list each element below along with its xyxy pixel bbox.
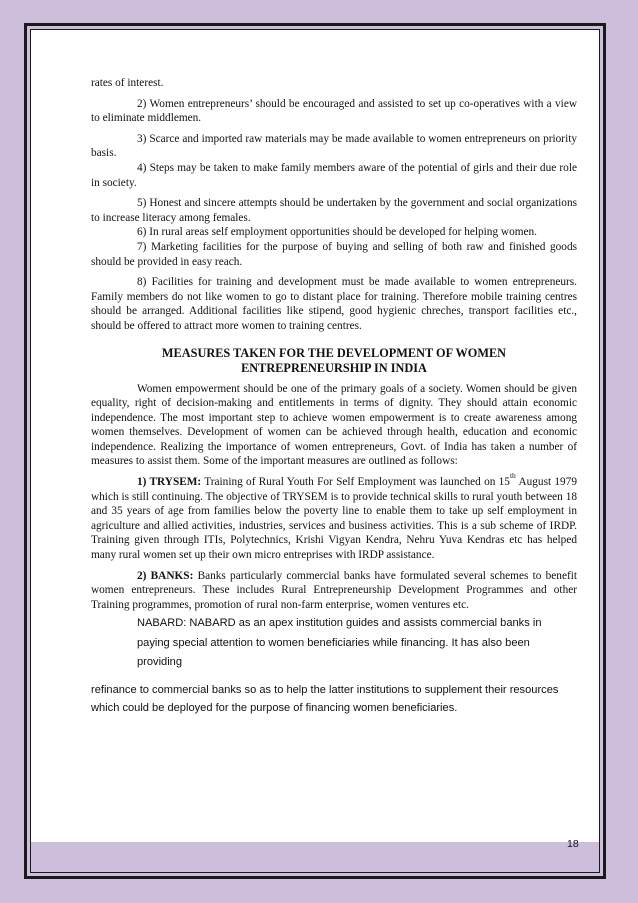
recommendation-8: 8) Facilities for training and development must be made available to women entrepreneurs. Family members do not like women to go to distant place for training. Therefore mobile training centres should be arranged. Additional facilities like stipend, good hygienic chreches, transport facilities etc., should be offered to attract more women to training centres. <box>91 276 577 332</box>
page-content <box>91 76 577 717</box>
banks-text: Banks particularly commercial banks have formulated several schemes to benefit women entrepreneurs. These includes Rural Entrepreneurship Development Programmes and other Training programmes, promotion of rural non-farm enterprise, women ventures etc. <box>91 569 577 611</box>
banks-label: 2) BANKS: <box>137 569 194 582</box>
section-heading-line-2: ENTREPRENEURSHIP IN INDIA <box>241 360 427 375</box>
trysem-text-start: Training of Rural Youth For Self Employment was launched on 15 <box>201 476 510 489</box>
page-number: 18 <box>567 838 579 850</box>
recommendation-6: 6) In rural areas self employment opportunities should be developed for helping women. <box>137 226 537 239</box>
recommendation-3: 3) Scarce and imported raw materials may be made available to women entrepreneurs on priority basis. <box>91 132 577 160</box>
intro-paragraph: Women empowerment should be one of the primary goals of a society. Women should be given equality, right of decision-making and entitlements in terms of dignity. They should attain economic independence. The most important step to achieve women empowerment is to create awareness among women themselves. Development of women can be achieved through health, education and economic independence. Realizing the importance of women entrepreneurs, Govt. of India has taken a number of measures to assist them. Some of the important measures are outlined as follows: <box>91 382 577 468</box>
paragraph-rates: rates of interest. <box>91 77 164 89</box>
nabard-paragraph <box>91 614 577 672</box>
recommendation-5: 5) Honest and sincere attempts should be undertaken by the government and social organizations to increase literacy among females. <box>91 197 577 224</box>
trysem-label: 1) TRYSEM: <box>137 476 202 489</box>
recommendation-7: 7) Marketing facilities for the purpose of buying and selling of both raw and finished goods should be provided in easy reach. <box>91 240 577 268</box>
trysem-paragraph <box>91 471 577 563</box>
nabard-text: : NABARD as an apex institution guides and assists commercial banks in paying special attention to women beneficiaries while financing. It has also been providing <box>137 617 542 668</box>
banks-paragraph <box>91 569 577 613</box>
trysem-superscript: th <box>509 471 516 481</box>
section-heading-line-1: MEASURES TAKEN FOR THE DEVELOPMENT OF WOMEN <box>161 345 507 360</box>
section-heading <box>91 346 577 376</box>
document-page <box>31 30 599 850</box>
recommendation-4: 4) Steps may be taken to make family members aware of the potential of girls and their due role in society. <box>91 161 577 189</box>
closing-paragraph: refinance to commercial banks so as to help the latter institutions to supplement their resources which could be deployed for the purpose of financing women beneficiaries. <box>91 684 559 714</box>
trysem-text-rest: August 1979 which is still continuing. The objective of TRYSEM is to provide technical skills to rural youth between 18 and 35 years of age from families below the poverty line to enable them to take up self employment in agriculture and allied activities, industries, services and business activities. This is a sub scheme of IRDP. Training given through ITIs, Polytechnics, Krishi Vigyan Kendra, Nehru Yuva Kendras etc has helped many rural women set up their own micro entreprises with IRDP assistance. <box>91 476 577 562</box>
nabard-label: NABARD <box>137 617 184 630</box>
recommendation-2: 2) Women entrepreneurs’ should be encouraged and assisted to set up co-operatives with a view to eliminate middlemen. <box>91 97 577 125</box>
